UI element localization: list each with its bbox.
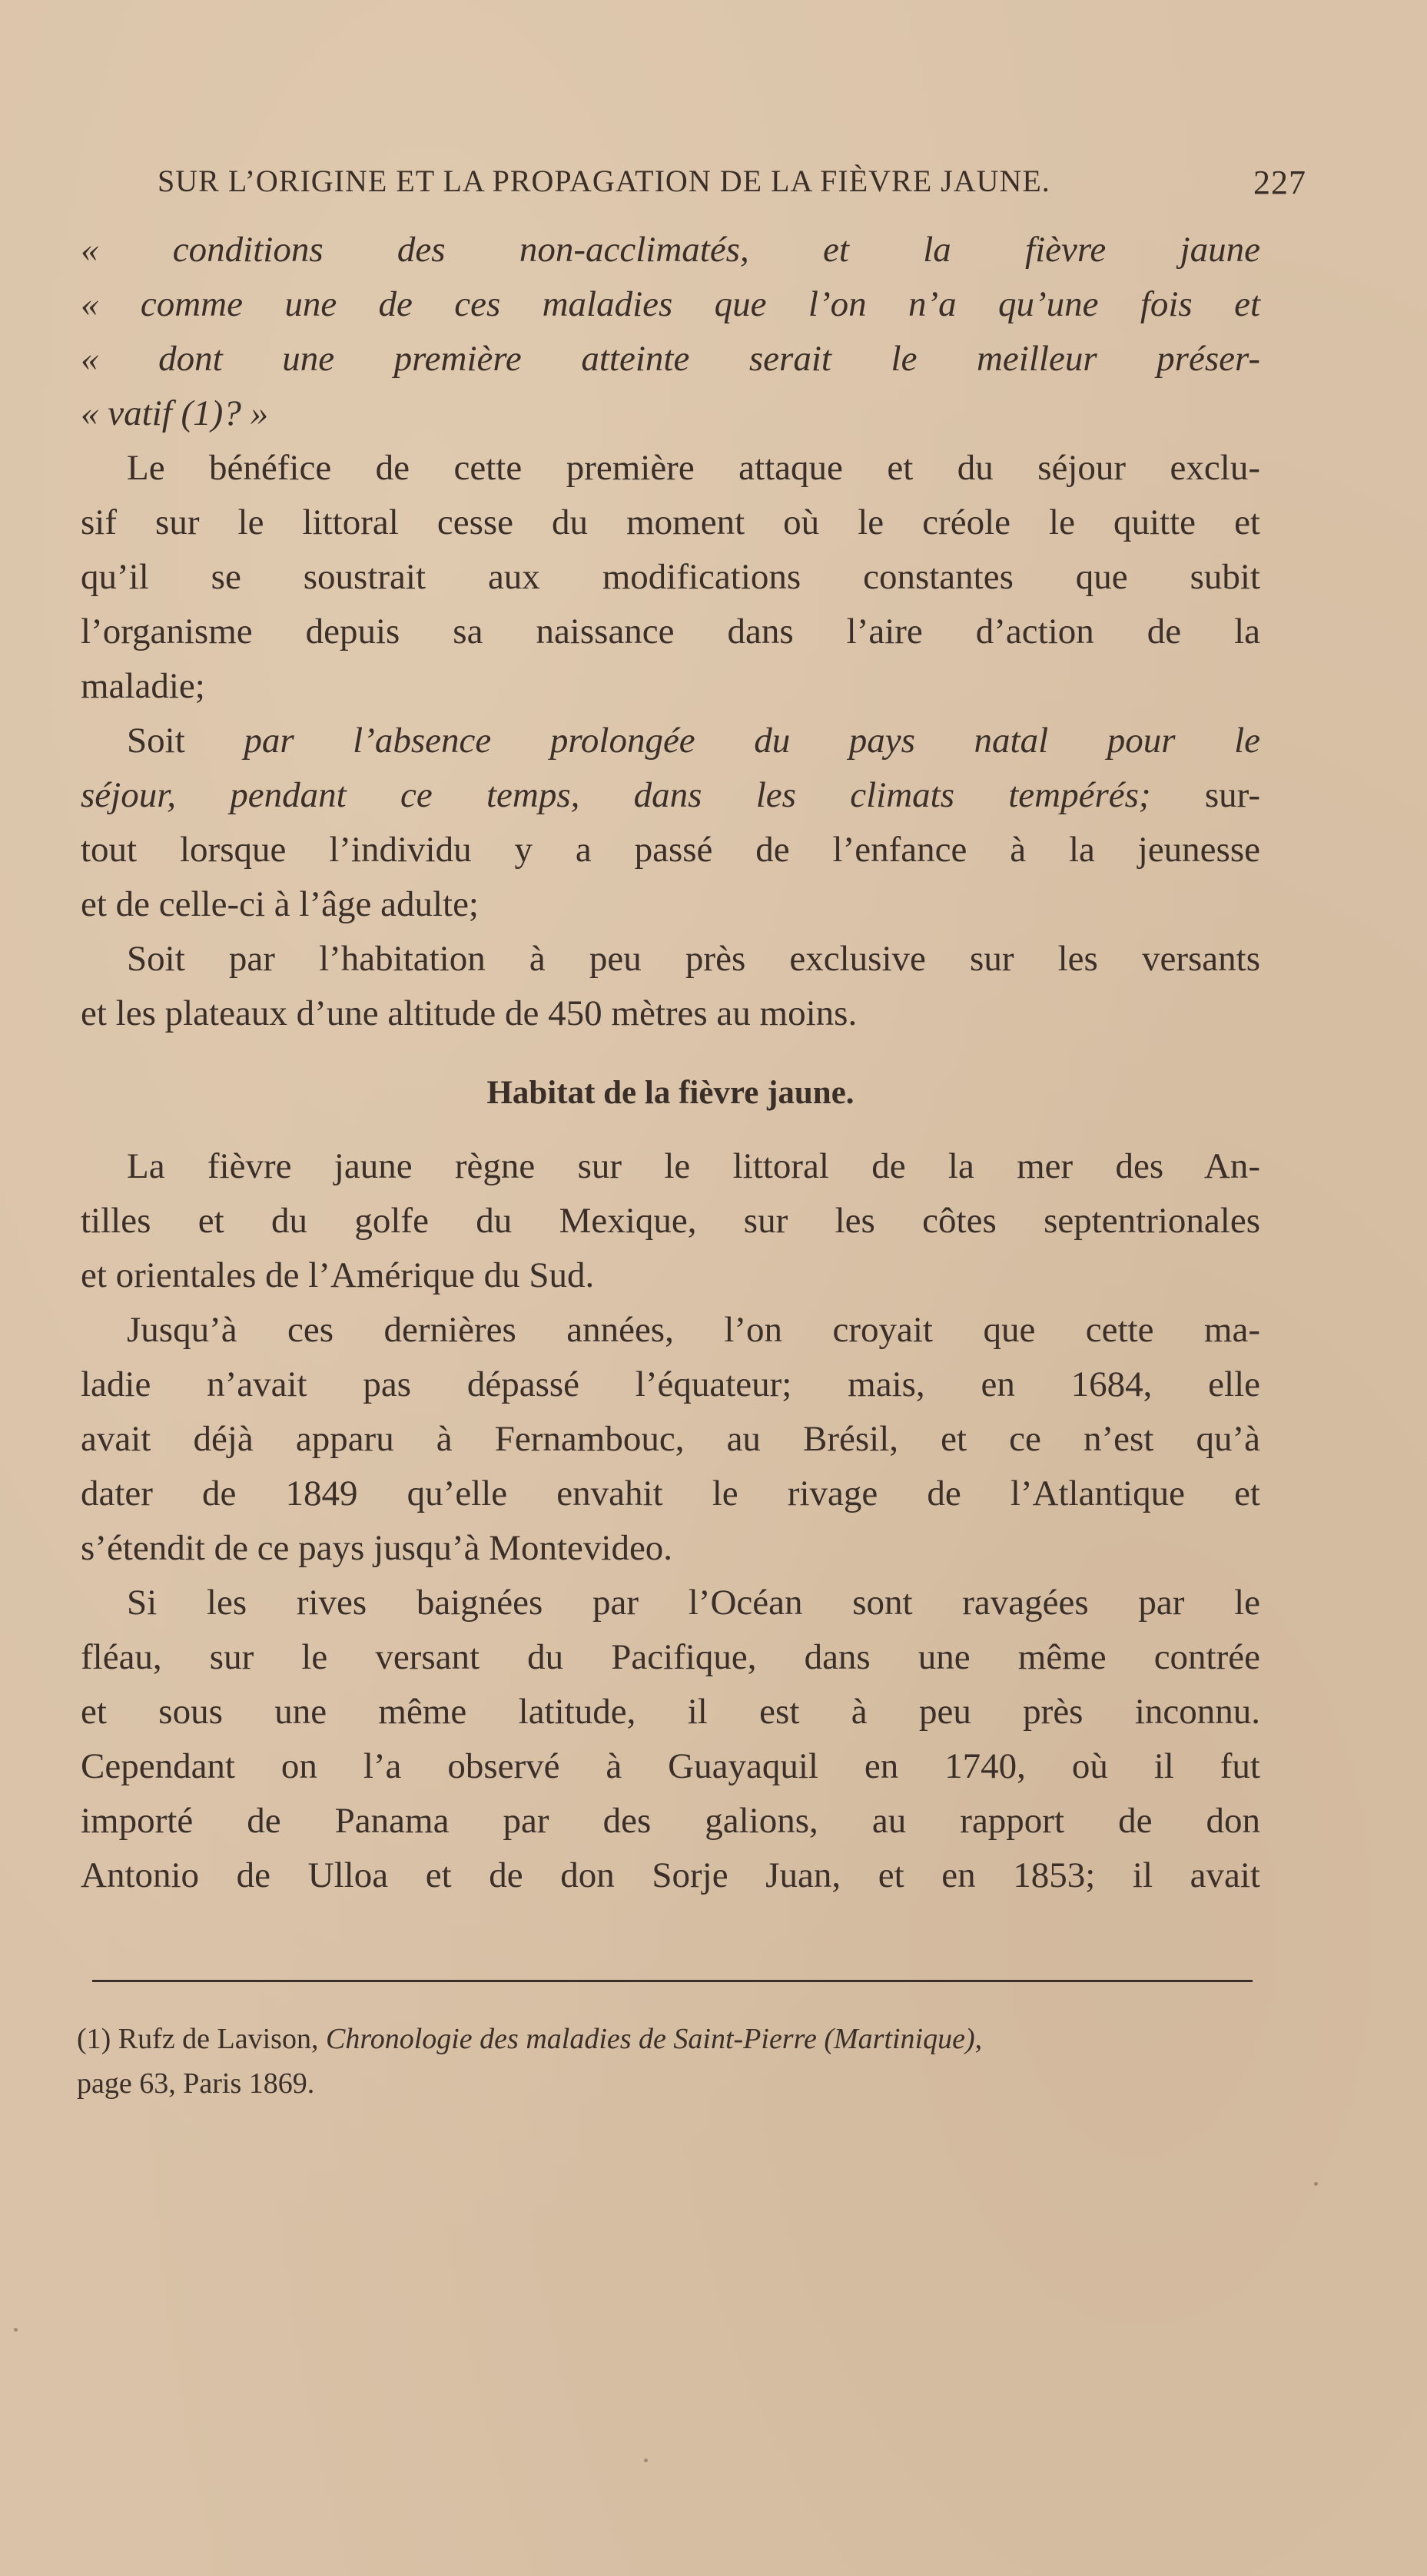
paragraph-line: tilles et du golfe du Mexique, sur les côtes septentrionales [81, 1201, 1260, 1241]
paragraph-line: et orientales de l’Amérique du Sud. [81, 1255, 595, 1295]
paragraph-line: l’organisme depuis sa naissance dans l’aire d’action de la [81, 612, 1260, 651]
running-head [158, 163, 1306, 209]
quote-line: « vatif (1)? » [81, 393, 269, 433]
quote-line: « conditions des non-acclimatés, et la fièvre jaune [81, 230, 1260, 270]
paragraph-line: Jusqu’à ces dernières années, l’on croyait que cette ma- [127, 1310, 1260, 1350]
paragraph-line: La fièvre jaune règne sur le littoral de la mer des An- [127, 1146, 1260, 1186]
paragraph-line: avait déjà apparu à Fernambouc, au Brésil, et ce n’est qu’à [81, 1419, 1260, 1459]
footnote-title: Chronologie des maladies de Saint-Pierre (Martinique) [325, 2023, 975, 2055]
footnote-marker-text: (1) Rufz de Lavison, [77, 2023, 326, 2055]
paragraph-line: Antonio de Ulloa et de don Sorje Juan, et en 1853; il avait [81, 1855, 1260, 1895]
paragraph-line: ladie n’avait pas dépassé l’équateur; mais, en 1684, elle [81, 1364, 1260, 1404]
paragraph-line: et sous une même latitude, il est à peu près inconnu. [81, 1692, 1260, 1732]
text-span: , [974, 2023, 983, 2055]
text-span: Soit [127, 721, 244, 761]
paragraph-line: Si les rives baignées par l’Océan sont ravagées par le [127, 1583, 1260, 1623]
text-span: sur- [1150, 775, 1261, 815]
footnote-line [77, 2017, 1260, 2061]
page-number: 227 [1253, 164, 1306, 201]
paragraph-line: Cependant on l’a observé à Guayaquil en 1740, où il fut [81, 1746, 1260, 1786]
paragraph-line [81, 714, 1260, 768]
paragraph-line: et de celle-ci à l’âge adulte; [81, 884, 479, 924]
paragraph-line: maladie; [81, 666, 205, 706]
running-head-title: SUR L’ORIGINE ET LA PROPAGATION DE LA FIÈVRE JAUNE. [158, 164, 1050, 198]
section-heading: Habitat de la fièvre jaune. [486, 1075, 855, 1111]
paragraph-line: dater de 1849 qu’elle envahit le rivage de l’Atlantique et [81, 1474, 1260, 1513]
italic-span: par l’absence prolongée du pays natal pour le [244, 721, 1260, 761]
paper-speck [1314, 2182, 1318, 2186]
quote-line: « comme une de ces maladies que l’on n’a qu’une fois et [81, 284, 1260, 324]
footnote-line: page 63, Paris 1869. [77, 2067, 315, 2100]
paragraph-line: qu’il se soustrait aux modifications constantes que subit [81, 557, 1260, 597]
paragraph-line: s’étendit de ce pays jusqu’à Montevideo. [81, 1528, 673, 1568]
paragraph-line: importé de Panama par des galions, au rapport de don [81, 1801, 1260, 1841]
quote-line: « dont une première atteinte serait le meilleur préser- [81, 339, 1260, 379]
paragraph-line: fléau, sur le versant du Pacifique, dans une même contrée [81, 1637, 1260, 1677]
paragraph-line: Soit par l’habitation à peu près exclusive sur les versants [127, 939, 1260, 979]
paper-speck [14, 2328, 18, 2332]
paragraph-line: Le bénéfice de cette première attaque et du séjour exclu- [127, 448, 1260, 488]
paragraph-line: tout lorsque l’individu y a passé de l’enfance à la jeunesse [81, 830, 1260, 870]
paragraph-line: et les plateaux d’une altitude de 450 mètres au moins. [81, 993, 858, 1033]
footnote-rule [92, 1980, 1253, 1982]
paper-speck [644, 2458, 648, 2462]
paragraph-line [81, 768, 1260, 823]
footnote [77, 2017, 1260, 2106]
body-text [81, 223, 1260, 1903]
italic-span: séjour, pendant ce temps, dans les climats tempérés; [81, 775, 1151, 815]
paragraph-line: sif sur le littoral cesse du moment où le créole le quitte et [81, 502, 1260, 542]
